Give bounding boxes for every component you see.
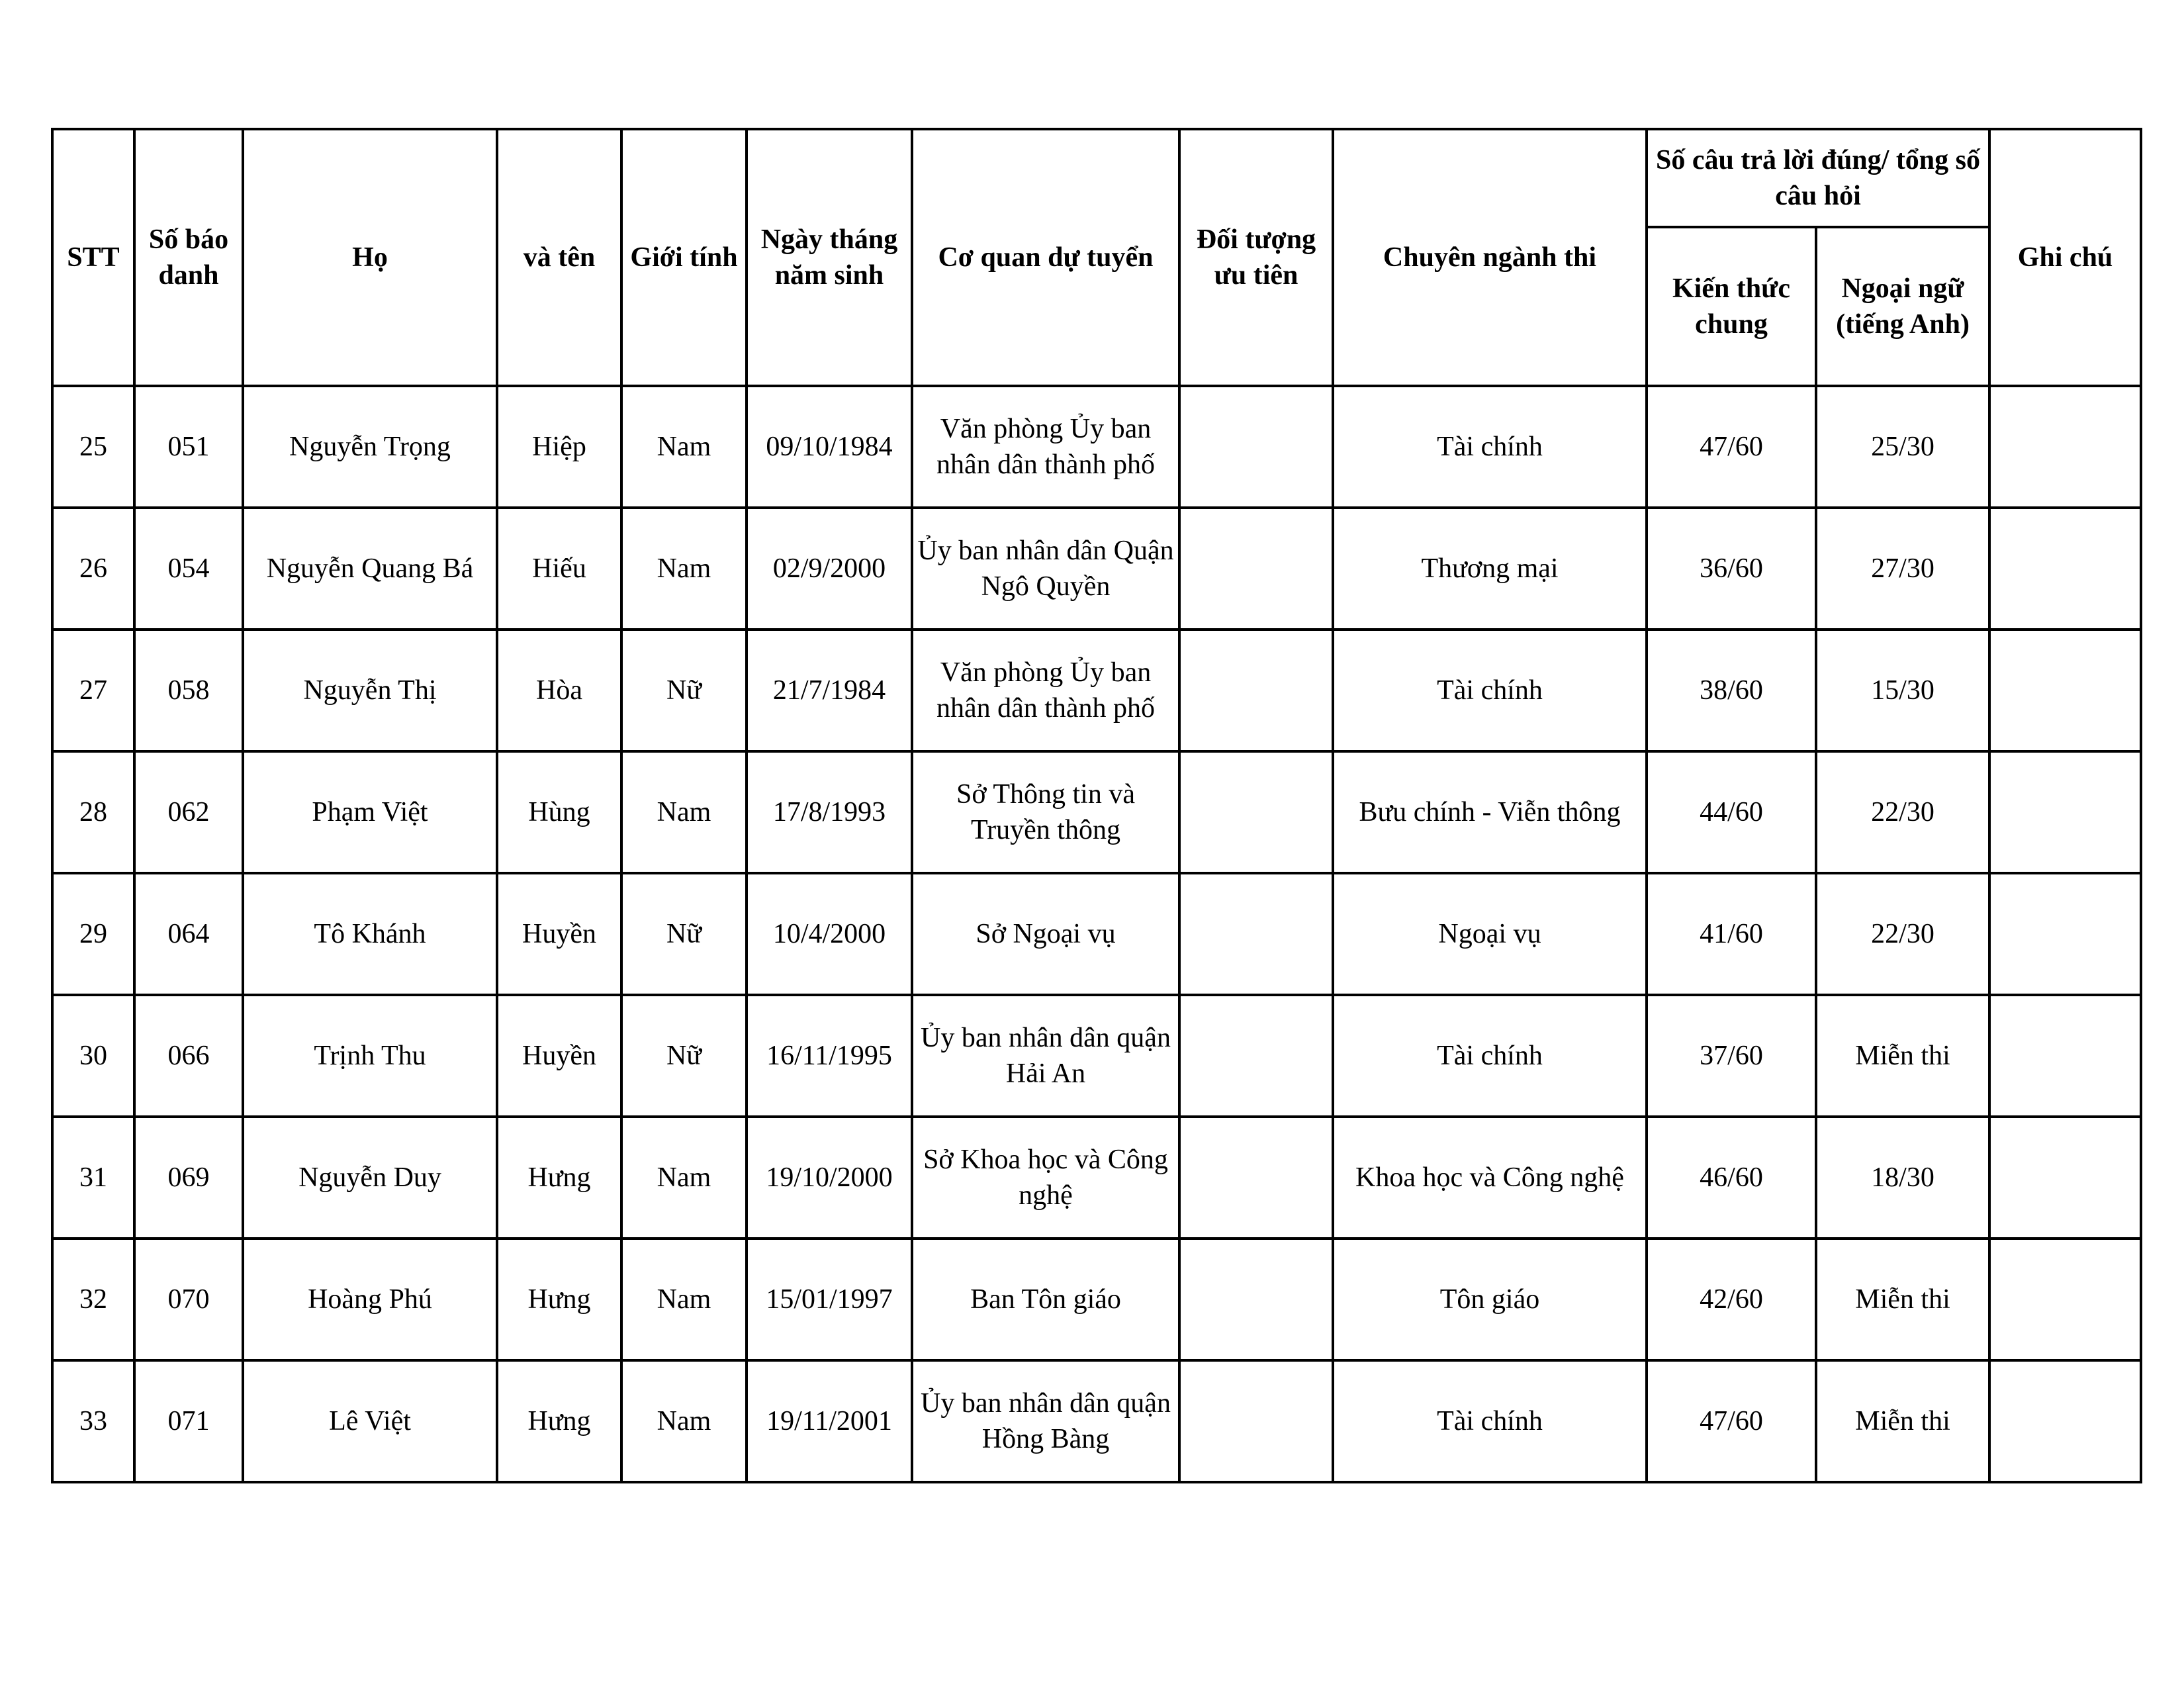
cell-ngay-sinh: 21/7/1984 (747, 630, 912, 751)
cell-co-quan: Sở Khoa học và Công nghệ (912, 1117, 1179, 1239)
cell-ho: Nguyễn Duy (243, 1117, 497, 1239)
table-row (52, 1239, 2141, 1360)
cell-ngay-sinh: 19/10/2000 (747, 1117, 912, 1239)
cell-so-bao-danh: 058 (134, 630, 243, 751)
cell-ten: Hiệp (497, 386, 621, 508)
cell-so-bao-danh: 066 (134, 995, 243, 1117)
table-body (52, 386, 2141, 1482)
cell-doi-tuong (1179, 386, 1333, 508)
cell-gioi-tinh: Nam (621, 1239, 747, 1360)
cell-stt: 26 (52, 508, 134, 630)
header-co-quan: Cơ quan dự tuyển (912, 129, 1179, 386)
cell-kien-thuc: 38/60 (1647, 630, 1816, 751)
table-row (52, 386, 2141, 508)
cell-so-bao-danh: 062 (134, 751, 243, 873)
cell-kien-thuc: 44/60 (1647, 751, 1816, 873)
cell-gioi-tinh: Nam (621, 1360, 747, 1482)
cell-stt: 28 (52, 751, 134, 873)
header-kien-thuc: Kiến thức chung (1647, 227, 1816, 386)
cell-gioi-tinh: Nam (621, 751, 747, 873)
cell-gioi-tinh: Nam (621, 508, 747, 630)
cell-ngay-sinh: 02/9/2000 (747, 508, 912, 630)
header-gioi-tinh: Giới tính (621, 129, 747, 386)
cell-ghi-chu (1989, 1239, 2141, 1360)
cell-co-quan: Văn phòng Ủy ban nhân dân thành phố (912, 386, 1179, 508)
table-row (52, 873, 2141, 995)
cell-so-bao-danh: 070 (134, 1239, 243, 1360)
cell-kien-thuc: 36/60 (1647, 508, 1816, 630)
cell-stt: 33 (52, 1360, 134, 1482)
cell-ho: Tô Khánh (243, 873, 497, 995)
cell-co-quan: Sở Thông tin và Truyền thông (912, 751, 1179, 873)
cell-ho: Nguyễn Trọng (243, 386, 497, 508)
cell-kien-thuc: 47/60 (1647, 1360, 1816, 1482)
cell-doi-tuong (1179, 1239, 1333, 1360)
cell-ten: Hòa (497, 630, 621, 751)
cell-ten: Hiếu (497, 508, 621, 630)
cell-ten: Huyền (497, 995, 621, 1117)
cell-ngoai-ngu: Miễn thi (1816, 1239, 1989, 1360)
header-doi-tuong: Đối tượng ưu tiên (1179, 129, 1333, 386)
exam-results-table (51, 128, 2142, 1483)
cell-chuyen-nganh: Tôn giáo (1333, 1239, 1647, 1360)
header-ngay-sinh: Ngày tháng năm sinh (747, 129, 912, 386)
cell-kien-thuc: 46/60 (1647, 1117, 1816, 1239)
cell-chuyen-nganh: Tài chính (1333, 630, 1647, 751)
cell-chuyen-nganh: Bưu chính - Viễn thông (1333, 751, 1647, 873)
table-header (52, 129, 2141, 386)
cell-ghi-chu (1989, 873, 2141, 995)
cell-stt: 30 (52, 995, 134, 1117)
cell-doi-tuong (1179, 873, 1333, 995)
table-row (52, 1117, 2141, 1239)
cell-co-quan: Ủy ban nhân dân quận Hải An (912, 995, 1179, 1117)
cell-ngay-sinh: 10/4/2000 (747, 873, 912, 995)
header-chuyen-nganh: Chuyên ngành thi (1333, 129, 1647, 386)
cell-kien-thuc: 37/60 (1647, 995, 1816, 1117)
cell-doi-tuong (1179, 995, 1333, 1117)
cell-ngoai-ngu: Miễn thi (1816, 1360, 1989, 1482)
cell-ngoai-ngu: 18/30 (1816, 1117, 1989, 1239)
cell-stt: 32 (52, 1239, 134, 1360)
cell-ngay-sinh: 16/11/1995 (747, 995, 912, 1117)
cell-doi-tuong (1179, 630, 1333, 751)
cell-gioi-tinh: Nữ (621, 995, 747, 1117)
cell-doi-tuong (1179, 1117, 1333, 1239)
cell-co-quan: Sở Ngoại vụ (912, 873, 1179, 995)
cell-doi-tuong (1179, 1360, 1333, 1482)
cell-ghi-chu (1989, 995, 2141, 1117)
cell-chuyen-nganh: Khoa học và Công nghệ (1333, 1117, 1647, 1239)
cell-ngoai-ngu: 27/30 (1816, 508, 1989, 630)
cell-ngay-sinh: 19/11/2001 (747, 1360, 912, 1482)
cell-chuyen-nganh: Thương mại (1333, 508, 1647, 630)
cell-so-bao-danh: 051 (134, 386, 243, 508)
cell-ho: Phạm Việt (243, 751, 497, 873)
cell-ten: Hưng (497, 1360, 621, 1482)
cell-ho: Nguyễn Thị (243, 630, 497, 751)
cell-ngoai-ngu: 15/30 (1816, 630, 1989, 751)
cell-ngay-sinh: 09/10/1984 (747, 386, 912, 508)
cell-stt: 27 (52, 630, 134, 751)
cell-kien-thuc: 41/60 (1647, 873, 1816, 995)
cell-stt: 29 (52, 873, 134, 995)
cell-ngay-sinh: 15/01/1997 (747, 1239, 912, 1360)
cell-so-bao-danh: 071 (134, 1360, 243, 1482)
header-stt: STT (52, 129, 134, 386)
cell-ten: Hưng (497, 1117, 621, 1239)
cell-ghi-chu (1989, 1360, 2141, 1482)
cell-so-bao-danh: 069 (134, 1117, 243, 1239)
cell-so-bao-danh: 054 (134, 508, 243, 630)
cell-stt: 31 (52, 1117, 134, 1239)
cell-ho: Hoàng Phú (243, 1239, 497, 1360)
cell-ghi-chu (1989, 751, 2141, 873)
cell-ho: Lê Việt (243, 1360, 497, 1482)
cell-gioi-tinh: Nữ (621, 630, 747, 751)
cell-gioi-tinh: Nam (621, 386, 747, 508)
cell-kien-thuc: 42/60 (1647, 1239, 1816, 1360)
cell-co-quan: Văn phòng Ủy ban nhân dân thành phố (912, 630, 1179, 751)
table-row (52, 508, 2141, 630)
cell-ngoai-ngu: Miễn thi (1816, 995, 1989, 1117)
table-row (52, 751, 2141, 873)
cell-ghi-chu (1989, 1117, 2141, 1239)
cell-ten: Hưng (497, 1239, 621, 1360)
table-row (52, 995, 2141, 1117)
cell-co-quan: Ủy ban nhân dân quận Hồng Bàng (912, 1360, 1179, 1482)
cell-chuyen-nganh: Tài chính (1333, 1360, 1647, 1482)
cell-ten: Hùng (497, 751, 621, 873)
cell-ngoai-ngu: 22/30 (1816, 873, 1989, 995)
header-so-bao-danh: Số báo danh (134, 129, 243, 386)
cell-gioi-tinh: Nữ (621, 873, 747, 995)
header-ngoai-ngu: Ngoại ngữ (tiếng Anh) (1816, 227, 1989, 386)
cell-so-bao-danh: 064 (134, 873, 243, 995)
cell-ngoai-ngu: 22/30 (1816, 751, 1989, 873)
cell-ghi-chu (1989, 508, 2141, 630)
cell-co-quan: Ủy ban nhân dân Quận Ngô Quyền (912, 508, 1179, 630)
cell-chuyen-nganh: Tài chính (1333, 386, 1647, 508)
table-row (52, 630, 2141, 751)
table-row (52, 1360, 2141, 1482)
header-ten: và tên (497, 129, 621, 386)
cell-ghi-chu (1989, 386, 2141, 508)
cell-chuyen-nganh: Ngoại vụ (1333, 873, 1647, 995)
header-ho: Họ (243, 129, 497, 386)
cell-ghi-chu (1989, 630, 2141, 751)
cell-ho: Nguyễn Quang Bá (243, 508, 497, 630)
cell-co-quan: Ban Tôn giáo (912, 1239, 1179, 1360)
cell-kien-thuc: 47/60 (1647, 386, 1816, 508)
header-so-cau: Số câu trả lời đúng/ tổng số câu hỏi (1647, 129, 1989, 227)
cell-ngoai-ngu: 25/30 (1816, 386, 1989, 508)
cell-chuyen-nganh: Tài chính (1333, 995, 1647, 1117)
cell-gioi-tinh: Nam (621, 1117, 747, 1239)
cell-doi-tuong (1179, 751, 1333, 873)
cell-ngay-sinh: 17/8/1993 (747, 751, 912, 873)
cell-stt: 25 (52, 386, 134, 508)
cell-doi-tuong (1179, 508, 1333, 630)
results-sheet (51, 128, 2142, 1483)
cell-ten: Huyền (497, 873, 621, 995)
header-row (52, 129, 2141, 227)
header-ghi-chu: Ghi chú (1989, 129, 2141, 386)
cell-ho: Trịnh Thu (243, 995, 497, 1117)
